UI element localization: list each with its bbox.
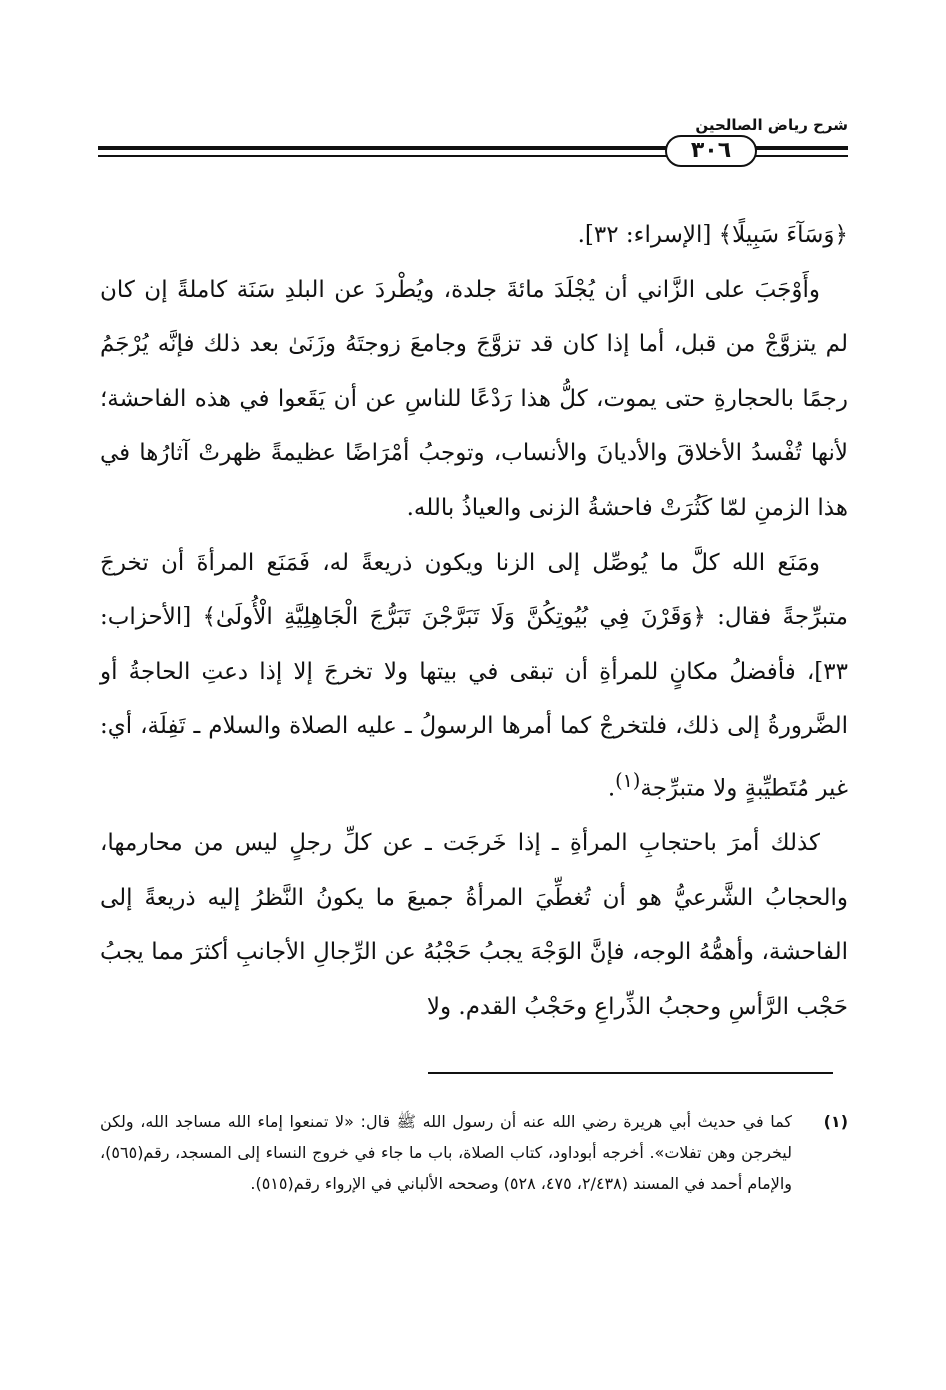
footnote-text: كما في حديث أبي هريرة رضي الله عنه أن رسول الله ﷺ قال: «لا تمنعوا إماء الله مساجد الله، ولكن ليخرجن وهن تفلات». أخرجه أبوداود، كتاب الصلاة، باب ما جاء في خروج النساء إلى المسجد، رقم(٥٦٥)، والإمام أحمد في المسند (٢/٤٣٨، ٤٧٥، ٥٢٨) وصححه الألباني في الإرواء رقم(٥١٥). [100,1112,792,1193]
page-number: ٣٠٦ [665,135,757,167]
paragraph: كذلك أمرَ باحتجابِ المرأةِ ـ إذا خَرجَت ـ عن كلِّ رجلٍ ليس من محارمها، والحجابُ الشَّرعيُّ هو أن تُغطِّيَ المرأةُ جميعَ ما يكونُ النَّظرُ إليه ذريعةً إلى الفاحشة، وأهمُّهُ الوجه، فإنَّ الوَجْهَ يجبُ حَجْبُهُ عن الرِّجالِ الأجانبِ أكثرَ مما يجبُ حَجْب الرَّأسِ وحجبُ الذِّراعِ وحَجْبُ القدم. ولا [100,830,848,1020]
footnote [100,1106,848,1199]
sentence-end: . [607,775,616,802]
main-text [100,208,848,1035]
paragraph-text: ومَنَع الله كلَّ ما يُوصِّل إلى الزنا ويكون ذريعةً له، فَمَنَع المرأةَ أن تخرجَ متبرِّجةً فقال: ﴿وَقَرْنَ فِي بُيُوتِكُنَّ وَلَا تَبَرَّجْنَ تَبَرُّجَ الْجَاهِلِيَّةِ الْأُولَىٰ﴾ [الأحزاب: ٣٣]، فأفضلُ مكانٍ للمرأةِ أن تبقى في بيتها ولا تخرجَ إلا إذا دعتِ الحاجةُ أو الضَّرورةُ إلى ذلك، فلتخرجْ كما أمرها الرسولُ ـ عليه الصلاة والسلام ـ تَفِلَة، أي: غير مُتَطيِّبةٍ ولا متبرِّجة [100,549,848,802]
footnote-marker: (١) [823,1112,848,1131]
paragraph: ﴿وَسَآءَ سَبِيلًا﴾ [الإسراء: ٣٢]. [577,222,848,248]
running-title: شرح رياض الصالحين [695,116,848,134]
footnote-separator [428,1072,833,1074]
paragraph [100,536,848,817]
paragraph: وأَوْجَبَ على الزَّاني أن يُجْلَدَ مائةَ جلدة، ويُطْردَ عن البلدِ سَنَة كاملةً إن كان لم يتزوَّجْ من قبل، أما إذا كان قد تزوَّجَ وجامعَ زوجتَهُ وزَنَىٰ بعد ذلك فإنَّه يُرْجَمُ رجمًا بالحجارةِ حتى يموت، كلُّ هذا رَدْعًا للناسِ عن أن يَقَعوا في هذه الفاحشة؛ لأنها تُفْسدُ الأخلاقَ والأديانَ والأنساب، وتوجبُ أمْرَاضًا عظيمةً ظهرتْ آثارُها في هذا الزمنِ لمّا كَثُرَتْ فاحشةُ الزنى والعياذُ بالله. [100,276,848,521]
footnote-reference: (١) [615,768,641,792]
